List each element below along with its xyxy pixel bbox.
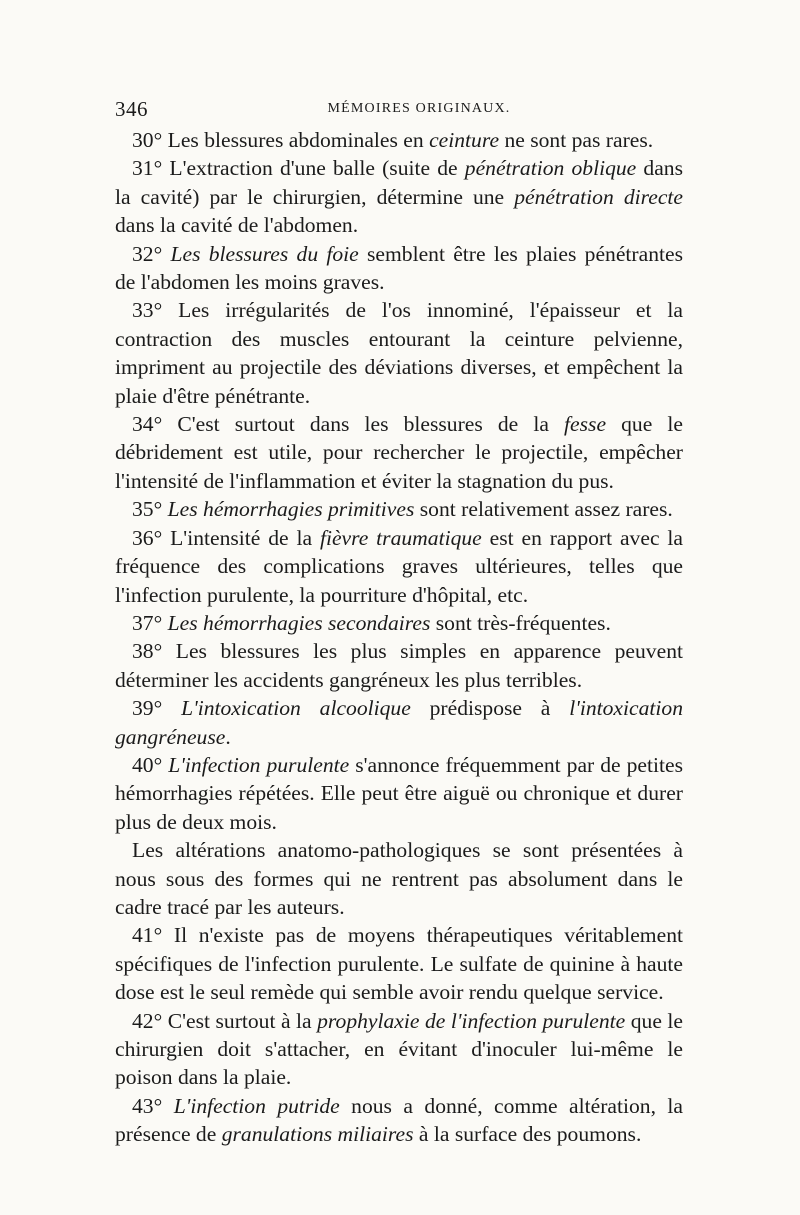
paragraph-33: 33° Les irrégularités de l'os innominé, l'épaisseur et la contraction des muscles entourant la ceinture pelvienne, impriment au projectile des déviations diverses, et empêchent la plaie d'être pénétrante. <box>115 298 683 408</box>
paragraph-41: 41° Il n'existe pas de moyens thérapeutiques véritablement spécifiques de l'infection purulente. Le sulfate de quinine à haute dose est le seul remède qui semble avoir rendu quelque service. <box>115 923 683 1005</box>
paragraph-alterations: Les altérations anatomo-pathologiques se sont présentées à nous sous des formes qui ne rentrent pas absolument dans le cadre tracé par les auteurs. <box>115 838 683 919</box>
paragraph-43: 43° L'infection putride nous a donné, comme altération, la présence de granulations miliaires à la surface des poumons. <box>115 1093 683 1147</box>
paragraph-34: 34° C'est surtout dans les blessures de la fesse que le débridement est utile, pour rechercher le projectile, empêcher l'intensité de l'inflammation et éviter la stagnation du pus. <box>115 412 684 493</box>
page-number: 346 <box>115 97 148 121</box>
paragraph-40: 40° L'infection purulente s'annonce fréquemment par de petites hémorrhagies répétées. Elle peut être aiguë ou chronique et durer plus de deux mois. <box>115 752 684 834</box>
paragraph-30: 30° Les blessures abdominales en ceinture ne sont pas rares. <box>132 128 654 152</box>
running-title: MÉMOIRES ORIGINAUX. <box>327 101 511 116</box>
paragraph-42: 42° C'est surtout à la prophylaxie de l'infection purulente que le chirurgien doit s'attacher, en évitant d'inoculer lui-même le poison dans la plaie. <box>115 1008 683 1090</box>
paragraph-39: 39° L'intoxication alcoolique prédispose à l'intoxication gangréneuse. <box>115 696 683 749</box>
paragraph-31: 31° L'extraction d'une balle (suite de pénétration oblique dans la cavité) par le chirurgien, détermine une pénétration directe dans la cavité de l'abdomen. <box>115 156 683 238</box>
paragraph-36: 36° L'intensité de la fièvre traumatique est en rapport avec la fréquence des complications graves ultérieures, telles que l'infection purulente, la pourriture d'hôpital, etc. <box>115 525 683 607</box>
paragraph-37: 37° Les hémorrhagies secondaires sont très-fréquentes. <box>132 610 611 635</box>
body-text <box>115 126 683 1149</box>
page-header <box>115 97 683 127</box>
paragraph-38: 38° Les blessures les plus simples en apparence peuvent déterminer les accidents gangréneux les plus terribles. <box>115 639 683 692</box>
paragraph-32: 32° Les blessures du foie semblent être les plaies pénétrantes de l'abdomen les moins graves. <box>115 241 683 295</box>
paragraph-35: 35° Les hémorrhagies primitives sont relativement assez rares. <box>132 497 673 522</box>
